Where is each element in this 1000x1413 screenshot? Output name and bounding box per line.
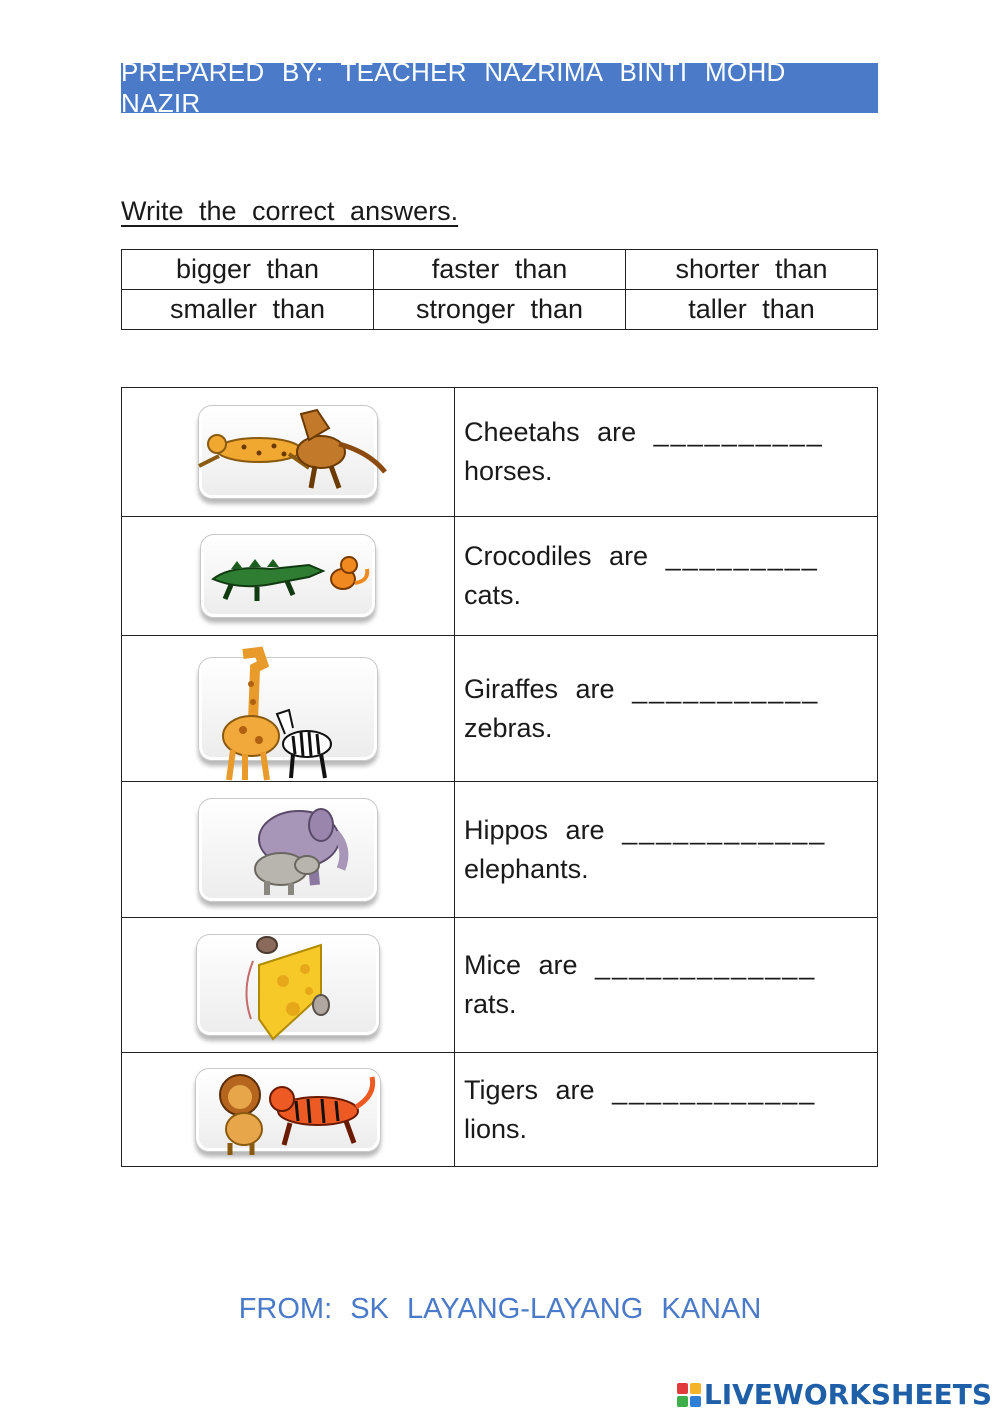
question-text-cell: [455, 517, 878, 636]
question-text-cell: [455, 918, 878, 1053]
logo-square-blue: [690, 1396, 701, 1407]
footer-school: FROM: SK LAYANG-LAYANG KANAN: [238, 1293, 762, 1325]
word-bank-row: [122, 250, 878, 290]
question-image-cell: [122, 782, 455, 918]
question-suffix: cats.: [464, 580, 522, 610]
question-suffix: elephants.: [464, 853, 589, 884]
question-prefix: Cheetahs are: [464, 417, 637, 447]
logo-square-red: [677, 1383, 688, 1394]
question-text-cell: [455, 388, 878, 517]
question-sentence: [464, 946, 867, 1024]
brand-name: LIVEWORKSHEETS: [703, 1378, 992, 1411]
instruction-heading: Write the correct answers.: [121, 196, 459, 226]
logo-square-green: [677, 1396, 688, 1407]
answer-blank[interactable]: _________: [665, 541, 819, 571]
question-suffix: rats.: [464, 989, 517, 1019]
question-sentence: [464, 537, 867, 615]
word-bank-cell: taller than: [626, 290, 878, 330]
tiger-lion-picture: [195, 1068, 381, 1152]
logo-square-yellow: [690, 1383, 701, 1394]
word-bank-table: [121, 249, 878, 330]
question-prefix: Hippos are: [464, 814, 605, 845]
question-image-cell: [122, 636, 455, 782]
crocodile-cat-picture: [200, 534, 376, 618]
word-bank-cell: smaller than: [122, 290, 374, 330]
question-suffix: zebras.: [464, 712, 553, 743]
question-row: [122, 517, 878, 636]
question-row: [122, 782, 878, 918]
question-image-cell: [122, 388, 455, 517]
question-sentence: [464, 811, 867, 889]
question-suffix: lions.: [464, 1113, 528, 1144]
question-suffix: horses.: [464, 456, 553, 486]
questions-table: [121, 387, 878, 1167]
question-row: [122, 388, 878, 517]
hippo-elephant-picture: [198, 798, 378, 902]
answer-blank[interactable]: __________: [653, 417, 824, 447]
question-row: [122, 918, 878, 1053]
giraffe-zebra-picture: [198, 657, 378, 761]
word-bank-row: [122, 290, 878, 330]
word-bank-cell: shorter than: [626, 250, 878, 290]
mouse-rat-picture: [196, 934, 380, 1036]
question-prefix: Mice are: [464, 950, 578, 980]
question-sentence: [464, 413, 867, 491]
liveworksheets-logo-icon: [677, 1383, 701, 1407]
question-prefix: Tigers are: [464, 1074, 595, 1105]
question-prefix: Giraffes are: [464, 673, 615, 704]
word-bank-cell: faster than: [374, 250, 626, 290]
question-text-cell: [455, 636, 878, 782]
answer-blank[interactable]: ____________: [622, 814, 827, 845]
cheetah-horse-picture: [198, 405, 378, 499]
question-sentence: [464, 1071, 867, 1149]
question-text-cell: [455, 1053, 878, 1167]
brand-logo[interactable]: [677, 1378, 992, 1411]
word-bank-cell: bigger than: [122, 250, 374, 290]
question-image-cell: [122, 918, 455, 1053]
question-text-cell: [455, 782, 878, 918]
word-bank-cell: stronger than: [374, 290, 626, 330]
question-image-cell: [122, 1053, 455, 1167]
question-image-cell: [122, 517, 455, 636]
question-row: [122, 636, 878, 782]
question-row: [122, 1053, 878, 1167]
answer-blank[interactable]: _____________: [595, 950, 817, 980]
header-banner: PREPARED BY: TEACHER NAZRIMA BINTI MOHD NAZIR: [121, 63, 878, 113]
question-sentence: [464, 670, 867, 748]
question-prefix: Crocodiles are: [464, 541, 649, 571]
answer-blank[interactable]: ____________: [612, 1074, 817, 1105]
answer-blank[interactable]: ___________: [632, 673, 820, 704]
